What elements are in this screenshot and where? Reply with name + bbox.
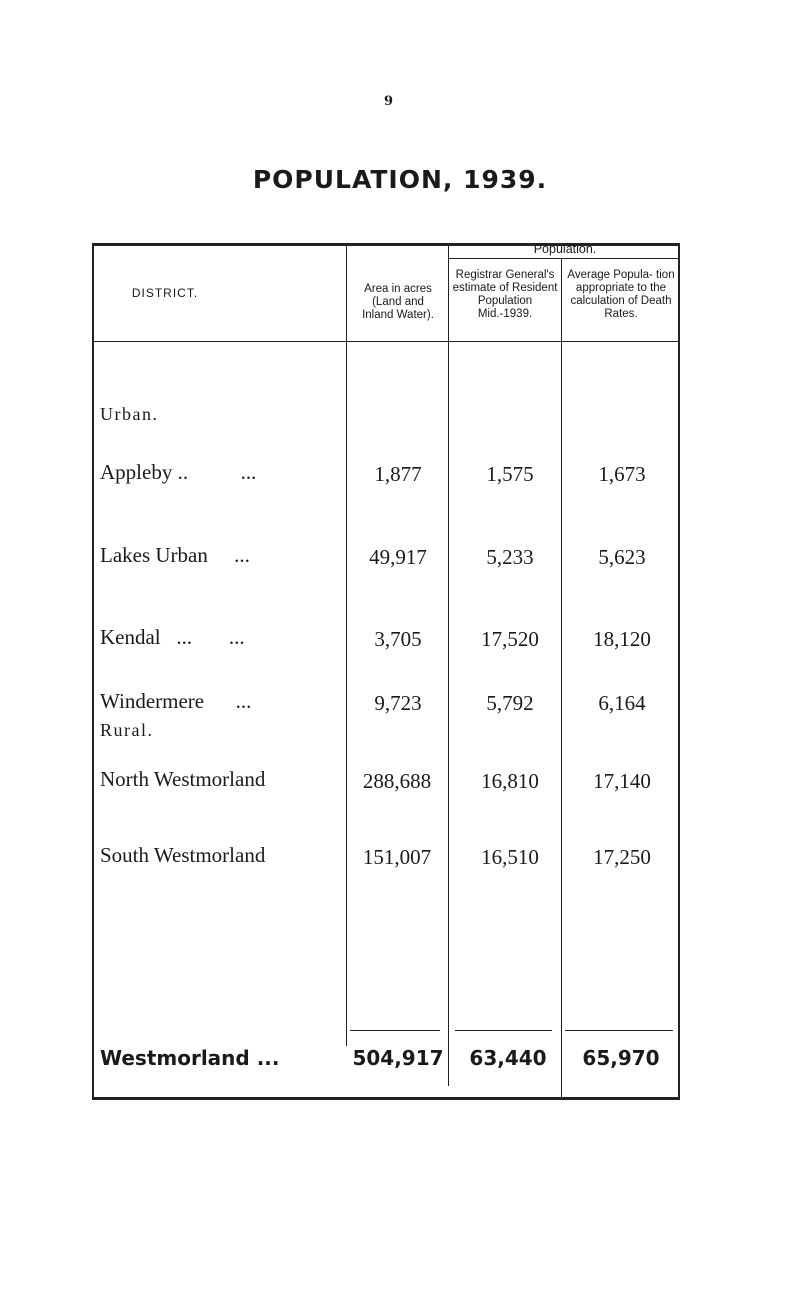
estimate-value: 17,520 [481, 627, 539, 651]
average-value: 17,140 [593, 769, 651, 793]
total-average-value: 65,970 [582, 1046, 660, 1070]
page-title: POPULATION, 1939. [252, 165, 548, 194]
estimate-value: 16,810 [481, 769, 539, 793]
column-divider-3 [561, 258, 562, 1098]
average-value: 17,250 [593, 845, 651, 869]
average-value: 5,623 [598, 545, 646, 569]
district-header: DISTRICT. [131, 286, 199, 300]
header-bottom-rule [94, 341, 678, 342]
area-header: Area in acres (Land and Inland Water). [362, 283, 434, 321]
total-district-name: Westmorland ... [100, 1046, 280, 1070]
total-rule-area [350, 1030, 440, 1031]
estimate-value: 5,792 [486, 691, 534, 715]
page-number: 9 [384, 94, 394, 109]
estimate-header: Registrar General's estimate of Resident Population Mid.-1939. [452, 269, 558, 320]
total-area-value: 504,917 [352, 1046, 444, 1070]
urban-section-label: Urban. [100, 404, 159, 424]
total-rule-average [565, 1030, 673, 1031]
population-header-rule [449, 258, 678, 259]
district-name: South Westmorland [100, 843, 266, 867]
area-value: 3,705 [374, 627, 422, 651]
district-name: Lakes Urban ... [100, 543, 250, 567]
area-value: 49,917 [369, 545, 427, 569]
estimate-value: 1,575 [486, 462, 534, 486]
average-value: 1,673 [598, 462, 646, 486]
district-name: Windermere ... [100, 689, 252, 713]
district-name: Appleby .. ... [100, 460, 257, 484]
population-header: Population. [533, 242, 597, 256]
area-value: 9,723 [374, 691, 422, 715]
district-name: North Westmorland [100, 767, 266, 791]
table-left-border [92, 243, 94, 1100]
estimate-value: 5,233 [486, 545, 534, 569]
average-value: 6,164 [598, 691, 646, 715]
total-estimate-value: 63,440 [469, 1046, 547, 1070]
estimate-value: 16,510 [481, 845, 539, 869]
average-value: 18,120 [593, 627, 651, 651]
district-name: Kendal ... ... [100, 625, 245, 649]
average-header: Average Popula- tion appropriate to the calculation of Death Rates. [567, 269, 675, 320]
area-value: 1,877 [374, 462, 422, 486]
total-rule-estimate [455, 1030, 552, 1031]
rural-section-label: Rural. [100, 720, 154, 740]
area-value: 288,688 [362, 769, 432, 793]
table-right-border [678, 243, 680, 1100]
column-divider-2 [448, 246, 449, 1086]
area-value: 151,007 [362, 845, 432, 869]
table-bottom-border [92, 1097, 680, 1100]
